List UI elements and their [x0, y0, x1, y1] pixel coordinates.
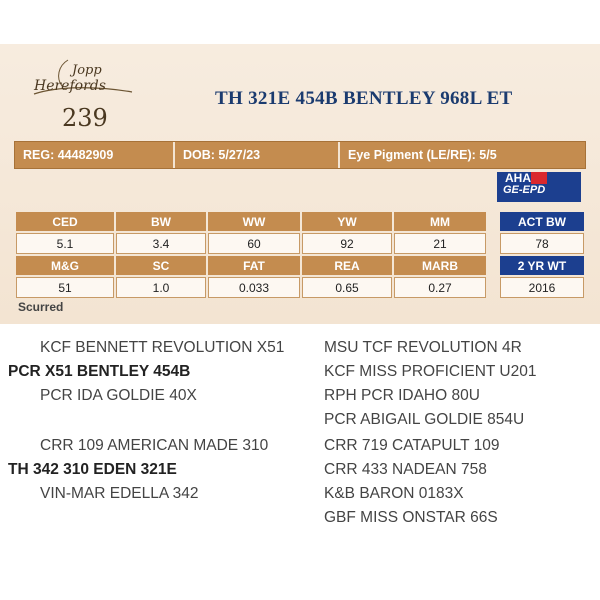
- pedigree-sire: PCR X51 BENTLEY 454B: [8, 363, 191, 380]
- jopp-herefords-logo: [28, 56, 138, 102]
- epd-value: 0.65: [302, 277, 392, 298]
- info-bar: [14, 141, 586, 169]
- yr-wt-value: 2016: [500, 277, 584, 298]
- act-bw-value: 78: [500, 233, 584, 254]
- pedigree-ancestor: RPH PCR IDAHO 80U: [324, 387, 480, 404]
- epd-value: 51: [16, 277, 114, 298]
- pedigree-ancestor: PCR ABIGAIL GOLDIE 854U: [324, 411, 525, 428]
- epd-value: 0.27: [394, 277, 486, 298]
- epd-header: FAT: [208, 256, 300, 275]
- epd-table: [14, 210, 488, 300]
- aha-badge-bottom: GE-EPD: [503, 184, 546, 196]
- pedigree-ancestor: K&B BARON 0183X: [324, 485, 464, 502]
- epd-header: REA: [302, 256, 392, 275]
- epd-value-row-2: [16, 277, 486, 298]
- pedigree-ancestor: KCF MISS PROFICIENT U201: [324, 363, 537, 380]
- actual-weights-table: [500, 210, 584, 300]
- pedigree-ancestor: CRR 433 NADEAN 758: [324, 461, 487, 478]
- epd-header: CED: [16, 212, 114, 231]
- pedigree-ancestor: MSU TCF REVOLUTION 4R: [324, 339, 522, 356]
- epd-value: 3.4: [116, 233, 206, 254]
- lot-number: 239: [62, 104, 108, 132]
- pedigree-ancestor: GBF MISS ONSTAR 66S: [324, 509, 498, 526]
- pedigree-sire-sire: KCF BENNETT REVOLUTION X51: [40, 339, 285, 356]
- epd-value: 60: [208, 233, 300, 254]
- pedigree-dam: TH 342 310 EDEN 321E: [8, 461, 177, 478]
- epd-header: MARB: [394, 256, 486, 275]
- yr-wt-label: 2 YR WT: [500, 256, 584, 275]
- eye-pigment: Eye Pigment (LE/RE): 5/5: [348, 148, 497, 162]
- date-of-birth: DOB: 5/27/23: [175, 142, 340, 168]
- aha-ge-epd-badge: [497, 172, 581, 202]
- epd-value: 1.0: [116, 277, 206, 298]
- epd-header: MM: [394, 212, 486, 231]
- epd-value-row-1: [16, 233, 486, 254]
- svg-text:Herefords: Herefords: [34, 78, 106, 94]
- aha-badge-top: AHA: [505, 172, 531, 185]
- svg-text:Jopp: Jopp: [72, 63, 102, 78]
- epd-header-row-2: [16, 256, 486, 275]
- aha-badge-accent: [531, 172, 547, 184]
- epd-header-row-1: [16, 212, 486, 231]
- scurred-note: Scurred: [18, 300, 64, 314]
- pedigree-sire-dam: PCR IDA GOLDIE 40X: [40, 387, 197, 404]
- epd-value: 21: [394, 233, 486, 254]
- epd-header: BW: [116, 212, 206, 231]
- pedigree-ancestor: CRR 719 CATAPULT 109: [324, 437, 500, 454]
- registration-number: REG: 44482909: [15, 142, 175, 168]
- epd-value: 5.1: [16, 233, 114, 254]
- epd-header: YW: [302, 212, 392, 231]
- pedigree-dam-sire: CRR 109 AMERICAN MADE 310: [40, 437, 269, 454]
- act-bw-label: ACT BW: [500, 212, 584, 231]
- epd-header: WW: [208, 212, 300, 231]
- pedigree-dam-dam: VIN-MAR EDELLA 342: [40, 485, 199, 502]
- animal-name: TH 321E 454B BENTLEY 968L ET: [215, 88, 513, 109]
- epd-header: M&G: [16, 256, 114, 275]
- epd-value: 92: [302, 233, 392, 254]
- epd-value: 0.033: [208, 277, 300, 298]
- epd-header: SC: [116, 256, 206, 275]
